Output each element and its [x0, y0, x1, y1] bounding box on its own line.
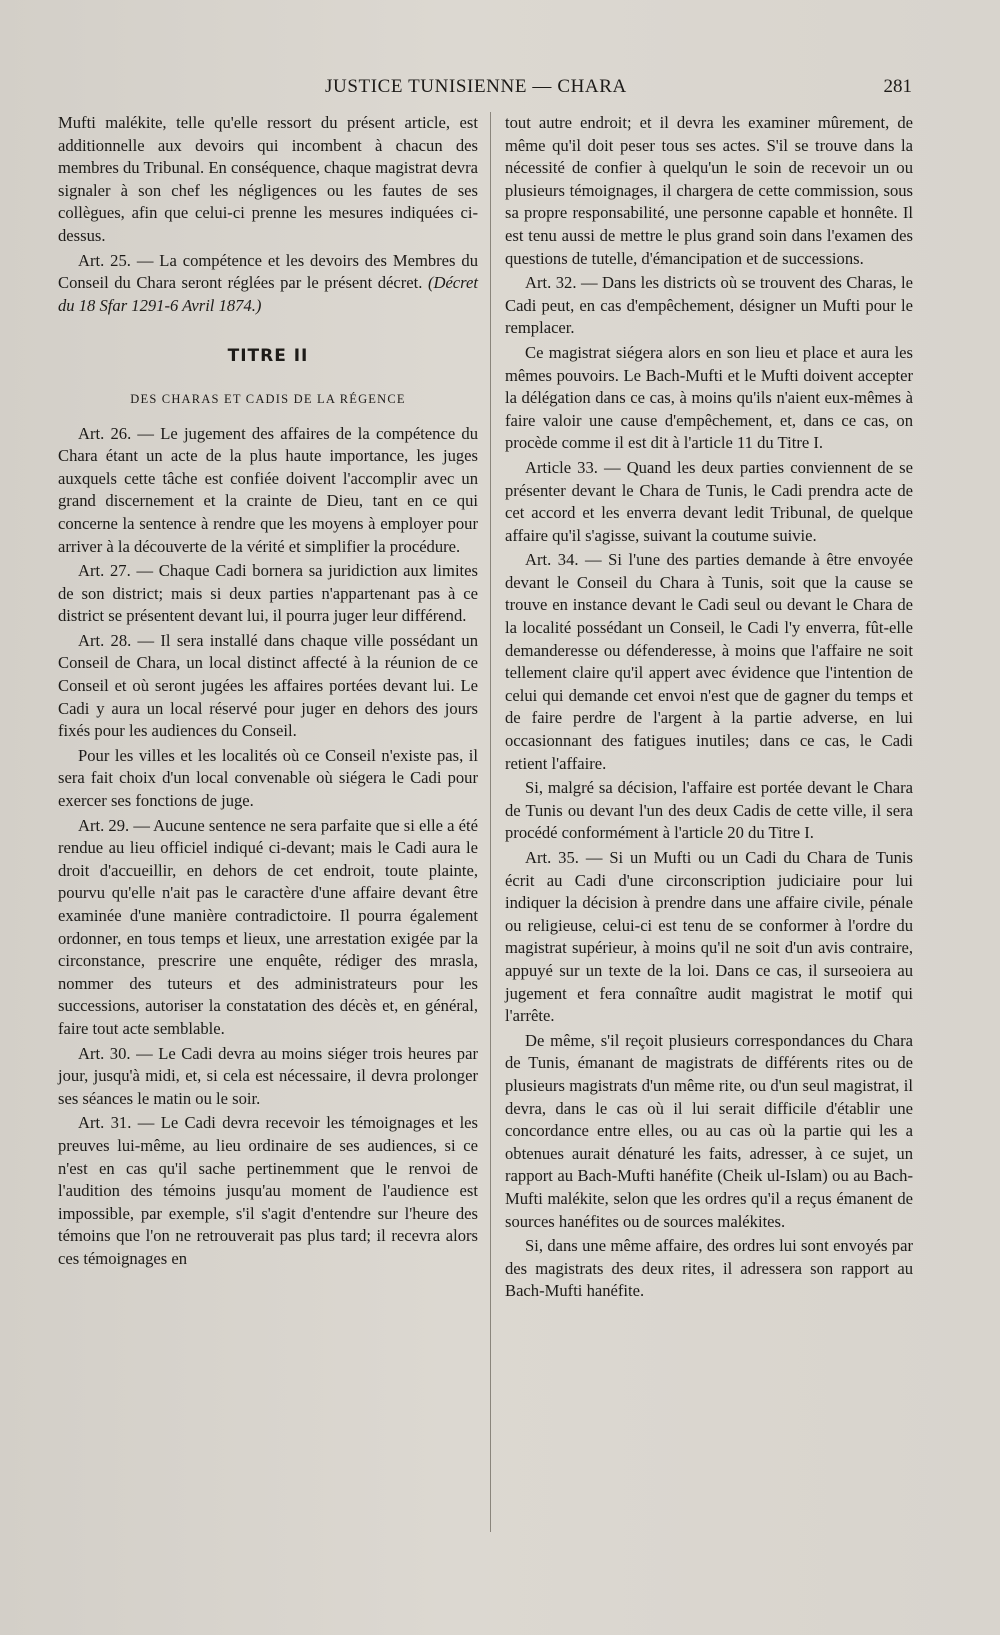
running-header [0, 76, 1000, 106]
article-31: Art. 31. — Le Cadi devra recevoir les témoignages et les preuves lui-même, au lieu ordinaire de ses audiences, si ce n'est en cas qu'il sache pertinemment que le renvoi de l'audition des témoins jusqu'au moment de l'audience est impossible, par exemple, s'il s'agit d'entendre sur l'heure des témoins que l'on ne retrouverait pas plus tard; il recevra alors ces témoignages en [58, 1113, 478, 1268]
article-35: Art. 35. — Si un Mufti ou un Cadi du Chara de Tunis écrit au Cadi d'une circonscription judiciaire pour lui indiquer la décision à prendre dans une affaire civile, pénale ou religieuse, celui-ci est tenu de se conformer à l'ordre du magistrat supérieur, à moins qu'il ne soit d'un avis contraire, appuyé sur un texte de la loi. Dans ce cas, il surseoiera au jugement et fera connaître audit magistrat le motif qui l'arrête. [505, 848, 913, 1026]
article-32: Art. 32. — Dans les districts où se trouvent des Charas, le Cadi peut, en cas d'empêchement, désigner un Mufti pour le remplacer. [505, 273, 913, 338]
article-32-cont: Ce magistrat siégera alors en son lieu et place et aura les mêmes pouvoirs. Le Bach-Mufti et le Mufti doivent accepter la délégation dans ce cas, à moins qu'ils n'aient eux-mêmes à faire valoir une cause d'empêchement, et, dans ce cas, on procède comme il est dit à l'article 11 du Titre I. [505, 342, 913, 453]
column-divider [490, 112, 491, 1532]
decree-citation: (Décret du 18 Sfar 1291-6 Avril 1874.) [58, 273, 478, 315]
article-34: Art. 34. — Si l'une des parties demande à être envoyée devant le Conseil du Chara à Tunis, soit que la cause se trouve en instance devant le Cadi seul ou devant le Chara de la localité possédant un Conseil, le Cadi l'y enverra, fût-elle demanderesse ou défenderesse, à moins que l'affaire ne soit tellement claire qu'il appert avec évidence que l'intention de celui qui demande cet envoi n'est que de gagner du temps et de faire perdre de l'argent à la partie adverse, en lui occasionnant des fatigues inutiles; dans ce cas, le Cadi retient l'affaire. [505, 550, 913, 773]
article-34-cont: Si, malgré sa décision, l'affaire est portée devant le Chara de Tunis ou devant l'un des deux Cadis de cette ville, il sera procédé conformément à l'article 20 du Titre I. [505, 778, 913, 843]
left-column [58, 112, 478, 1271]
right-column [505, 112, 913, 1303]
article-30: Art. 30. — Le Cadi devra au moins siéger trois heures par jour, jusqu'à midi, et, si cela est nécessaire, il devra prolonger ses séances le matin ou le soir. [58, 1043, 478, 1108]
article-31-cont: tout autre endroit; et il devra les examiner mûrement, de même qu'il doit peser tous ses actes. S'il se trouve dans la nécessité de confier à quelqu'un le soin de recevoir un ou plusieurs témoignages, il chargera de cette commission, sous sa propre responsabilité, une personne capable et honnête. Il est tenu aussi de mettre le plus grand soin dans l'examen des questions de tutelle, d'émancipation et de successions. [505, 113, 913, 268]
paragraph-continuation: Mufti malékite, telle qu'elle ressort du présent article, est additionnelle aux devoirs qui incombent à chacun des membres du Tribunal. En conséquence, chaque magistrat devra signaler à son chef les négligences ou les fautes de ses collègues, afin que celui-ci prenne les mesures indiquées ci-dessus. [58, 113, 478, 245]
article-25-text: Art. 25. — La compétence et les devoirs des Membres du Conseil du Chara seront réglées par le présent décret. [58, 250, 478, 293]
article-28-cont: Pour les villes et les localités où ce Conseil n'existe pas, il sera fait choix d'un local convenable où siégera le Cadi pour exercer ses fonctions de juge. [58, 745, 478, 811]
article-28: Art. 28. — Il sera installé dans chaque ville possédant un Conseil de Chara, un local distinct affecté à la réunion de ce Conseil et où seront jugées les affaires portées devant lui. Le Cadi y aura un local réservé pour juger en dehors des jours fixés pour les audiences du Conseil. [58, 630, 478, 741]
article-27: Art. 27. — Chaque Cadi bornera sa juridiction aux limites de son district; mais si deux parties n'appartenant pas à ce district se présentent devant lui, il pourra juger leur différend. [58, 561, 478, 626]
article-29: Art. 29. — Aucune sentence ne sera parfaite que si elle a été rendue au lieu officiel indiqué ci-devant; mais le Cadi aura le droit d'accueillir, en dehors de cet endroit, toute plainte, pourvu qu'elle n'ait pas le caractère d'une affaire devant être examinée d'une manière contradictoire. Il pourra également ordonner, en tous temps et lieux, une arrestation exigée par la circonstance, prescrire une enquête, rédiger des mrasla, nommer des tuteurs et des administrateurs pour les successions, autoriser la constatation des décès et, en général, faire tout acte semblable. [58, 815, 478, 1038]
page-number: 281 [883, 76, 912, 97]
article-35-cont: De même, s'il reçoit plusieurs correspondances du Chara de Tunis, émanant de magistrats de différents rites ou de plusieurs magistrats d'un même rite, ou d'un seul magistrat, il devra, dans le cas où il lui serait difficile d'établir une concordance entre elles, ou au cas où la partie qui les a obtenues aurait dénaturé les faits, adresser, à ce sujet, un rapport au Bach-Mufti hanéfite (Cheik ul-Islam) ou au Bach-Mufti malékite, selon que les ordres qu'il a reçus émanent de sources hanéfites ou de sources malékites. [505, 1030, 913, 1231]
article-25 [58, 250, 478, 318]
article-35-end: Si, dans une même affaire, des ordres lui sont envoyés par des magistrats des deux rites, il adressera son rapport au Bach-Mufti hanéfite. [505, 1236, 913, 1301]
section-title: TITRE II [227, 346, 309, 367]
section-subtitle: DES CHARAS ET CADIS DE LA RÉGENCE [130, 391, 406, 406]
running-title: JUSTICE TUNISIENNE — CHARA [325, 76, 627, 97]
article-26: Art. 26. — Le jugement des affaires de la compétence du Chara étant un acte de la plus haute importance, les juges auxquels cette tâche est confiée doivent l'accomplir avec un grand discernement et la crainte de Dieu, tant en ce qui concerne la sentence à rendre que les moyens à employer pour arriver à la découverte de la vérité et simplifier la procédure. [58, 423, 478, 556]
article-33: Article 33. — Quand les deux parties conviennent de se présenter devant le Chara de Tunis, le Cadi prendra acte de cet accord et les enverra devant ledit Tribunal, de quelque affaire qu'il s'agisse, suivant la coutume suivie. [505, 457, 913, 545]
